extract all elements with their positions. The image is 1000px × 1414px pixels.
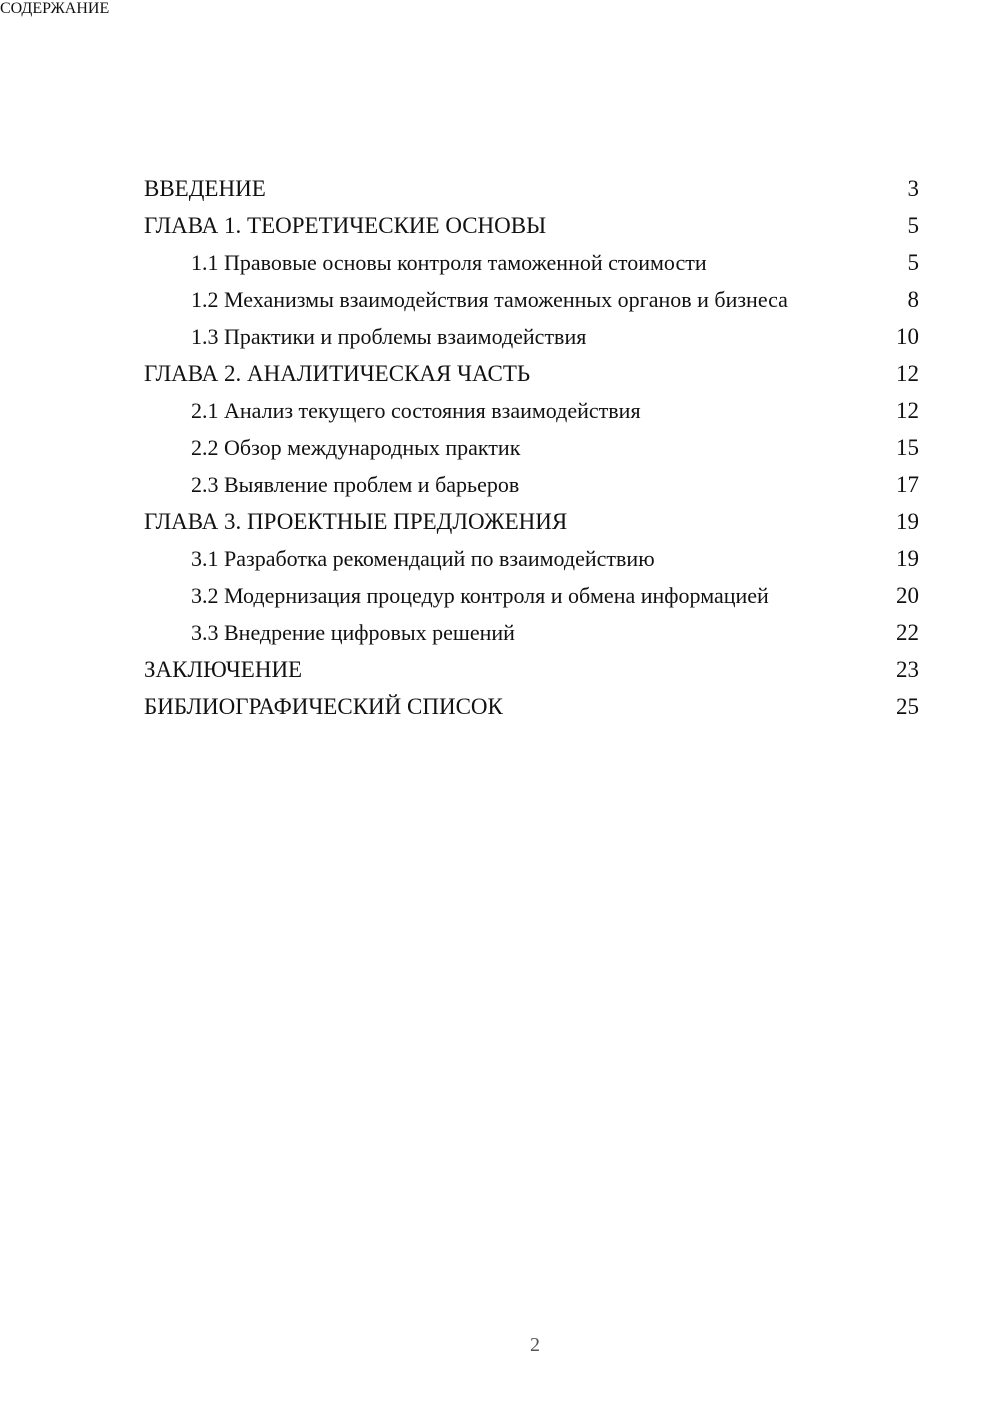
toc-entry[interactable] (144, 429, 919, 466)
toc-entry[interactable] (144, 170, 919, 207)
toc-entry[interactable] (144, 392, 919, 429)
toc-entry-page: 19 (896, 545, 919, 571)
toc-entry-page: 25 (896, 693, 919, 719)
toc-entry[interactable] (144, 688, 919, 725)
toc-entry-label: 2.2 Обзор международных практик (191, 434, 521, 460)
toc-entry-label: 1.1 Правовые основы контроля таможенной стоимости (191, 249, 707, 275)
toc-entry-page: 20 (896, 582, 919, 608)
page-title: СОДЕРЖАНИЕ (0, 0, 110, 17)
toc-entry-page: 23 (896, 656, 919, 682)
toc-entry-page: 10 (896, 323, 919, 349)
toc-entry-page: 5 (907, 249, 919, 275)
page-number: 2 (530, 1334, 540, 1356)
toc-entry-label: 3.1 Разработка рекомендаций по взаимодействию (191, 545, 655, 571)
toc-entry[interactable] (144, 355, 919, 392)
toc-entry[interactable] (144, 503, 919, 540)
toc-entry-page: 3 (907, 175, 919, 201)
toc-entry[interactable] (144, 318, 919, 355)
toc-entry[interactable] (144, 614, 919, 651)
toc-entry-label: БИБЛИОГРАФИЧЕСКИЙ СПИСОК (144, 693, 503, 719)
toc-entry-page: 5 (907, 212, 919, 238)
toc-entry-page: 12 (896, 360, 919, 386)
toc-entry[interactable] (144, 466, 919, 503)
toc-entry[interactable] (144, 540, 919, 577)
toc-entry-label: ГЛАВА 1. ТЕОРЕТИЧЕСКИЕ ОСНОВЫ (144, 212, 547, 238)
toc-entry-label: ГЛАВА 2. АНАЛИТИЧЕСКАЯ ЧАСТЬ (144, 360, 531, 386)
toc-entry-page: 8 (907, 286, 919, 312)
toc-entry-page: 22 (896, 619, 919, 645)
toc-entry-label: 1.3 Практики и проблемы взаимодействия (191, 323, 587, 349)
toc-entry-label: ЗАКЛЮЧЕНИЕ (144, 656, 303, 682)
toc-entry-label: 2.3 Выявление проблем и барьеров (191, 471, 520, 497)
toc-entry[interactable] (144, 281, 919, 318)
toc-entry-page: 12 (896, 397, 919, 423)
toc-entry-page: 15 (896, 434, 919, 460)
toc-entry-label: 1.2 Механизмы взаимодействия таможенных органов и бизнеса (191, 286, 788, 312)
toc-entry-label: ГЛАВА 3. ПРОЕКТНЫЕ ПРЕДЛОЖЕНИЯ (144, 508, 568, 534)
toc-entry-label: 2.1 Анализ текущего состояния взаимодействия (191, 397, 641, 423)
toc-entry[interactable] (144, 244, 919, 281)
toc-entry[interactable] (144, 577, 919, 614)
toc-entry-label: 3.3 Внедрение цифровых решений (191, 619, 515, 645)
toc-entry[interactable] (144, 651, 919, 688)
toc-entry-page: 19 (896, 508, 919, 534)
table-of-contents (144, 170, 919, 725)
toc-entry-page: 17 (896, 471, 919, 497)
toc-entry-label: ВВЕДЕНИЕ (144, 175, 266, 201)
toc-entry[interactable] (144, 207, 919, 244)
toc-entry-label: 3.2 Модернизация процедур контроля и обмена информацией (191, 582, 769, 608)
